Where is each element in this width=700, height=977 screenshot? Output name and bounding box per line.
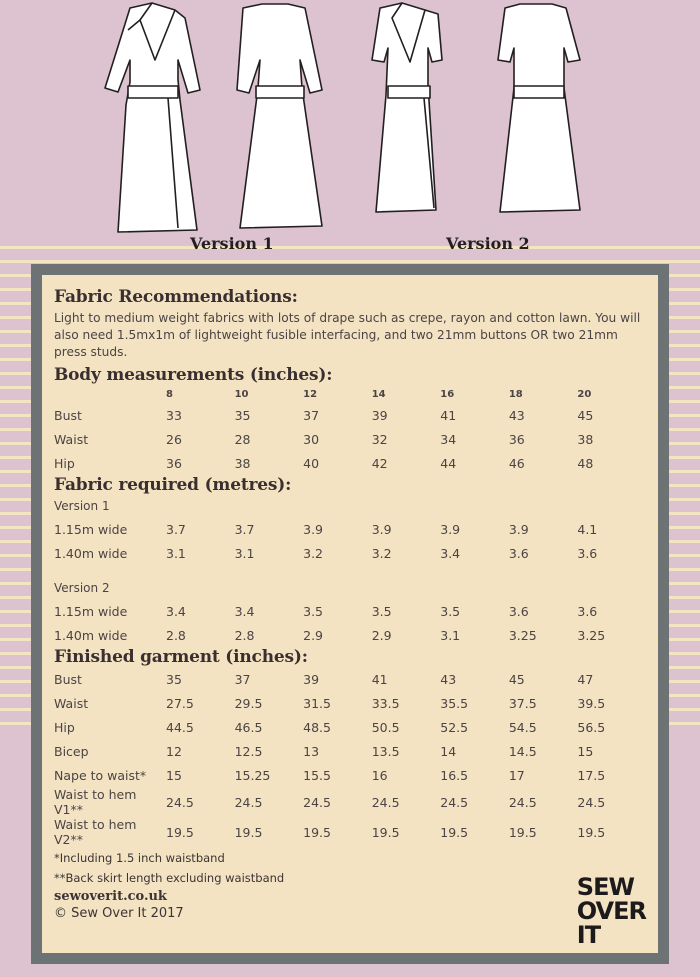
row-label: Nape to waist*	[54, 767, 147, 783]
row-label: 1.40m wide	[54, 545, 128, 561]
cell: 3.6	[508, 545, 529, 561]
table-row	[54, 787, 646, 817]
size-20: 20	[577, 388, 592, 400]
cell: 12.5	[234, 743, 263, 759]
table-row	[54, 691, 646, 715]
cell: 44.5	[166, 719, 194, 735]
cell: 3.6	[577, 545, 598, 561]
cell: 44	[440, 455, 457, 471]
cell: 35	[166, 671, 182, 687]
table-row	[54, 403, 646, 427]
row-label: Waist to hem V1**	[54, 787, 137, 817]
fabric-required-table	[54, 495, 646, 647]
version-2-label: Version 2	[446, 234, 530, 253]
cell: 24.5	[166, 794, 194, 810]
row-label: Waist to hem V2**	[54, 817, 137, 847]
row-label: 1.15m wide	[54, 521, 128, 537]
cell: 2.8	[166, 627, 186, 643]
cell: 45	[508, 671, 525, 687]
table-row	[54, 541, 646, 565]
cell: 39	[303, 671, 320, 687]
table-row	[54, 517, 646, 541]
logo-line-3: IT	[576, 921, 601, 949]
table-row	[54, 817, 646, 847]
dress-illustrations	[0, 0, 700, 260]
cell: 41	[440, 407, 457, 423]
finished-garment-table	[54, 667, 646, 847]
website-link[interactable]: sewoverit.co.uk	[54, 889, 167, 904]
cell: 24.5	[234, 794, 263, 810]
fabric-required-heading: Fabric required (metres):	[54, 475, 292, 495]
cell: 3.25	[508, 627, 537, 643]
cell: 3.9	[508, 521, 529, 537]
cell: 3.1	[166, 545, 186, 561]
row-label: Waist	[54, 431, 89, 447]
row-label: Hip	[54, 719, 75, 735]
cell: 3.6	[508, 603, 529, 619]
table-row	[54, 763, 646, 787]
cell: 38	[234, 455, 251, 471]
cell: 3.5	[440, 603, 461, 619]
cell: 45	[577, 407, 594, 423]
size-header-blank	[54, 385, 166, 403]
body-measurements-heading: Body measurements (inches):	[54, 365, 333, 385]
fabric-recommendations-text: Light to medium weight fabrics with lots of drape such as crepe, rayon and cotton lawn. You will also need 1.5mx1m of lightweight fusible interfacing, and two 21mm buttons OR two 21mm press studs.	[54, 311, 641, 359]
cell: 24.5	[371, 794, 400, 810]
row-label: Waist	[54, 695, 89, 711]
cell: 32	[371, 431, 388, 447]
cell: 3.5	[371, 603, 392, 619]
cell: 3.6	[577, 603, 598, 619]
finished-garment-heading: Finished garment (inches):	[54, 647, 308, 667]
cell: 2.8	[234, 627, 255, 643]
dress-v2-back	[498, 4, 580, 212]
cell: 35	[234, 407, 251, 423]
cell: 3.9	[440, 521, 461, 537]
table-row	[54, 623, 646, 647]
cell: 42	[371, 455, 388, 471]
cell: 16.5	[440, 767, 469, 783]
cell: 15.5	[303, 767, 331, 783]
cell: 14.5	[508, 743, 537, 759]
cell: 3.4	[440, 545, 461, 561]
fabric-recommendations-heading: Fabric Recommendations:	[54, 287, 298, 307]
copyright-text: © Sew Over It 2017	[54, 906, 184, 921]
cell: 3.4	[234, 603, 255, 619]
row-label: Bust	[54, 407, 82, 423]
cell: 29.5	[234, 695, 263, 711]
row-label: 1.15m wide	[54, 603, 128, 619]
version-1-label: Version 1	[190, 234, 274, 253]
size-8: 8	[166, 388, 173, 400]
cell: 19.5	[577, 824, 606, 840]
dress-v1-front	[105, 3, 200, 232]
table-row	[54, 451, 646, 475]
cell: 36	[508, 431, 525, 447]
cell: 46.5	[234, 719, 263, 735]
cell: 43	[440, 671, 457, 687]
spacer-row	[54, 565, 646, 577]
cell: 19.5	[371, 824, 400, 840]
row-label: Hip	[54, 455, 75, 471]
dress-v1-back	[237, 4, 322, 228]
cell: 14	[440, 743, 457, 759]
cell: 33	[166, 407, 182, 423]
version-2-subheading: Version 2	[54, 581, 110, 595]
cell: 3.1	[234, 545, 255, 561]
row-label: Bicep	[54, 743, 89, 759]
cell: 3.1	[440, 627, 461, 643]
cell: 15	[577, 743, 594, 759]
cell: 13	[303, 743, 320, 759]
logo-line-1: SEW	[576, 873, 634, 901]
footnote-skirt-length: **Back skirt length excluding waistband	[54, 871, 285, 885]
cell: 19.5	[234, 824, 263, 840]
cell: 38	[577, 431, 594, 447]
cell: 12	[166, 743, 182, 759]
cell: 2.9	[303, 627, 324, 643]
footnote-waistband: *Including 1.5 inch waistband	[54, 851, 225, 865]
cell: 19.5	[303, 824, 331, 840]
cell: 28	[234, 431, 251, 447]
cell: 52.5	[440, 719, 469, 735]
cell: 37	[234, 671, 251, 687]
cell: 40	[303, 455, 320, 471]
row-label: Bust	[54, 671, 82, 687]
cell: 17	[508, 767, 525, 783]
cell: 19.5	[166, 824, 194, 840]
table-row	[54, 667, 646, 691]
cell: 3.2	[303, 545, 324, 561]
cell: 41	[371, 671, 388, 687]
cell: 19.5	[508, 824, 537, 840]
cell: 15	[166, 767, 182, 783]
cell: 19.5	[440, 824, 469, 840]
cell: 3.25	[577, 627, 606, 643]
cell: 4.1	[577, 521, 598, 537]
cell: 37.5	[508, 695, 537, 711]
cell: 17.5	[577, 767, 606, 783]
row-label: 1.40m wide	[54, 627, 128, 643]
cell: 39	[371, 407, 388, 423]
cell: 16	[371, 767, 388, 783]
logo-line-2: OVER	[576, 897, 646, 925]
cell: 30	[303, 431, 320, 447]
dress-v2-front	[372, 3, 442, 212]
version-1-subheading: Version 1	[54, 499, 110, 513]
cell: 24.5	[440, 794, 469, 810]
cell: 3.4	[166, 603, 186, 619]
cell: 3.9	[371, 521, 392, 537]
size-12: 12	[303, 388, 318, 400]
body-measurements-table	[54, 385, 646, 475]
cell: 35.5	[440, 695, 469, 711]
cell: 24.5	[577, 794, 606, 810]
table-row	[54, 739, 646, 763]
cell: 15.25	[234, 767, 271, 783]
cell: 37	[303, 407, 320, 423]
cell: 13.5	[371, 743, 400, 759]
cell: 56.5	[577, 719, 606, 735]
version-2-row	[54, 577, 646, 599]
size-16: 16	[440, 388, 455, 400]
cell: 36	[166, 455, 182, 471]
size-header-row	[54, 385, 646, 403]
cell: 3.7	[166, 521, 186, 537]
cell: 43	[508, 407, 525, 423]
cell: 3.5	[303, 603, 324, 619]
cell: 24.5	[508, 794, 537, 810]
table-row	[54, 715, 646, 739]
table-row	[54, 427, 646, 451]
cell: 2.9	[371, 627, 392, 643]
cell: 50.5	[371, 719, 400, 735]
info-panel	[42, 275, 658, 953]
cell: 48	[577, 455, 594, 471]
size-14: 14	[371, 388, 386, 400]
cell: 46	[508, 455, 525, 471]
cell: 3.2	[371, 545, 392, 561]
sew-over-it-logo	[577, 875, 646, 947]
size-18: 18	[508, 388, 523, 400]
cell: 33.5	[371, 695, 400, 711]
cell: 34	[440, 431, 457, 447]
cell: 3.7	[234, 521, 255, 537]
cell: 47	[577, 671, 594, 687]
table-row	[54, 599, 646, 623]
cell: 54.5	[508, 719, 537, 735]
version-1-row	[54, 495, 646, 517]
cell: 27.5	[166, 695, 194, 711]
size-10: 10	[234, 388, 249, 400]
cell: 24.5	[303, 794, 331, 810]
cell: 3.9	[303, 521, 324, 537]
info-frame	[31, 264, 669, 964]
cell: 48.5	[303, 719, 331, 735]
cell: 31.5	[303, 695, 331, 711]
cell: 26	[166, 431, 182, 447]
cell: 39.5	[577, 695, 606, 711]
